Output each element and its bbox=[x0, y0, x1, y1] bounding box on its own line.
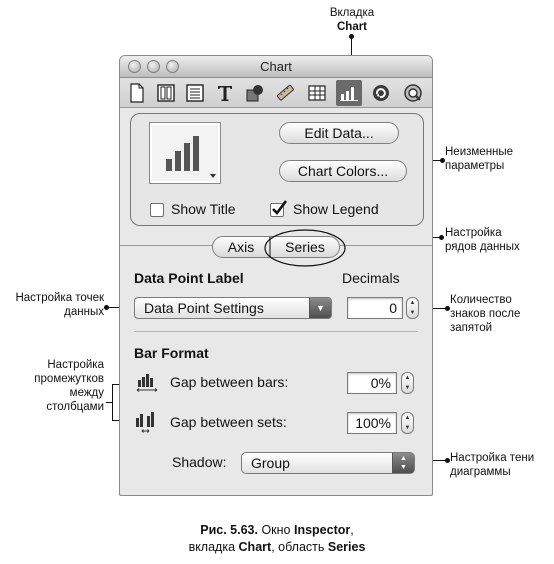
gap-between-bars-field[interactable]: 0% bbox=[347, 372, 397, 394]
table-icon[interactable] bbox=[304, 80, 330, 106]
gap-between-sets-icon bbox=[134, 410, 160, 434]
annotation-decimals-line2: знаков после bbox=[450, 308, 521, 320]
show-legend-checkbox[interactable] bbox=[270, 203, 284, 217]
checkmark-icon bbox=[270, 199, 288, 217]
show-title-label: Show Title bbox=[171, 201, 236, 217]
annotation-chart-tab bbox=[322, 6, 382, 34]
annotation-series-setting-line2: рядов данных bbox=[445, 241, 520, 253]
annotation-gaps-line1: Настройка bbox=[47, 359, 104, 371]
gap-between-bars-icon bbox=[136, 372, 162, 392]
up-down-arrows-icon: ▲ ▼ bbox=[392, 453, 414, 473]
annotation-shadow-line1: Настройка тени bbox=[450, 452, 535, 464]
annotation-gaps-line2: промежутков bbox=[34, 373, 104, 385]
inspector-toolbar bbox=[120, 78, 432, 108]
decimals-heading: Decimals bbox=[342, 270, 400, 286]
annotation-data-points bbox=[4, 291, 104, 319]
figure-caption-line2 bbox=[0, 539, 554, 555]
gap-between-bars-label: Gap between bars: bbox=[170, 374, 289, 390]
annotation-series-setting-line1: Настройка bbox=[445, 227, 502, 239]
chevron-down-icon: ▼ bbox=[309, 298, 331, 318]
document-icon[interactable] bbox=[124, 80, 150, 106]
annotation-chart-tab-line2: Chart bbox=[336, 21, 368, 33]
caption-chart: Chart bbox=[238, 540, 272, 554]
annotation-gaps-line4: столбцами bbox=[46, 401, 104, 413]
text-icon[interactable] bbox=[212, 80, 238, 106]
chart-type-selector[interactable] bbox=[149, 122, 221, 184]
gap-between-sets-field[interactable]: 100% bbox=[347, 412, 397, 434]
leader-dot-series-setting bbox=[439, 235, 444, 240]
wrap-icon[interactable] bbox=[182, 80, 208, 106]
shadow-popup[interactable] bbox=[241, 452, 415, 474]
shadow-popup-value: Group bbox=[251, 455, 290, 471]
leader-dot-data-points bbox=[104, 305, 109, 310]
caption-text2: , bbox=[350, 523, 354, 537]
metrics-icon[interactable] bbox=[272, 80, 298, 106]
figure-caption bbox=[0, 522, 554, 538]
tab-series[interactable]: Series bbox=[270, 236, 340, 258]
caption-inspector: Inspector bbox=[293, 523, 351, 537]
leader-line-gaps-stub bbox=[106, 402, 113, 403]
annotation-decimals bbox=[450, 293, 520, 335]
leader-dot-chart-tab bbox=[349, 34, 354, 39]
annotation-series-setting bbox=[445, 226, 520, 254]
caption-text1: Окно bbox=[257, 523, 294, 537]
decimals-stepper[interactable]: ▲ ▼ bbox=[406, 297, 419, 319]
leader-dot-shadow bbox=[445, 458, 450, 463]
annotation-shadow bbox=[450, 451, 534, 479]
column-chart-icon bbox=[150, 123, 222, 185]
chart-colors-button[interactable]: Chart Colors... bbox=[279, 160, 407, 182]
highlight-ellipse bbox=[263, 228, 347, 268]
layout-icon[interactable] bbox=[153, 80, 179, 106]
title-bar[interactable] bbox=[120, 56, 432, 78]
leader-dot-fixed-params bbox=[440, 158, 445, 163]
annotation-fixed-params-line1: Неизменные bbox=[445, 146, 514, 158]
graphic-icon[interactable] bbox=[242, 80, 268, 106]
quicktime-icon[interactable] bbox=[400, 80, 426, 106]
caption-prefix: Рис. 5.63. bbox=[200, 523, 258, 537]
edit-data-button[interactable]: Edit Data... bbox=[279, 122, 399, 144]
gap-between-sets-stepper[interactable]: ▲ ▼ bbox=[401, 412, 414, 434]
gap-between-sets-label: Gap between sets: bbox=[170, 414, 287, 430]
caption-series: Series bbox=[327, 540, 366, 554]
bar-format-divider bbox=[134, 331, 418, 332]
annotation-fixed-params bbox=[445, 145, 513, 173]
gap-between-bars-stepper[interactable]: ▲ ▼ bbox=[401, 372, 414, 394]
data-point-settings-value: Data Point Settings bbox=[144, 300, 264, 316]
inspector-window bbox=[119, 55, 433, 496]
shadow-label: Shadow: bbox=[172, 454, 227, 470]
bar-format-heading: Bar Format bbox=[134, 345, 209, 361]
data-point-settings-popup[interactable] bbox=[134, 297, 332, 319]
annotation-gaps bbox=[4, 358, 104, 414]
annotation-decimals-line1: Количество bbox=[450, 294, 512, 306]
data-point-label-heading: Data Point Label bbox=[134, 270, 244, 286]
caption-line2-b: , область bbox=[271, 540, 328, 554]
chart-settings-panel bbox=[130, 113, 424, 226]
annotation-shadow-line2: диаграммы bbox=[450, 466, 511, 478]
caption-line2-a: вкладка bbox=[188, 540, 239, 554]
tab-axis[interactable]: Axis bbox=[212, 236, 270, 258]
link-icon[interactable] bbox=[368, 80, 394, 106]
annotation-chart-tab-line1: Вкладка bbox=[329, 7, 375, 19]
annotation-fixed-params-line2: параметры bbox=[445, 160, 505, 172]
show-title-checkbox[interactable] bbox=[150, 203, 164, 217]
annotation-decimals-line3: запятой bbox=[450, 322, 493, 334]
annotation-data-points-line1: Настройка точек bbox=[15, 292, 104, 304]
annotation-data-points-line2: данных bbox=[64, 306, 104, 318]
leader-dot-decimals bbox=[445, 306, 450, 311]
chart-icon[interactable] bbox=[336, 80, 362, 106]
show-legend-label: Show Legend bbox=[293, 201, 379, 217]
annotation-gaps-line3: между bbox=[69, 387, 104, 399]
window-title: Chart bbox=[260, 59, 292, 74]
decimals-field[interactable]: 0 bbox=[347, 297, 403, 319]
